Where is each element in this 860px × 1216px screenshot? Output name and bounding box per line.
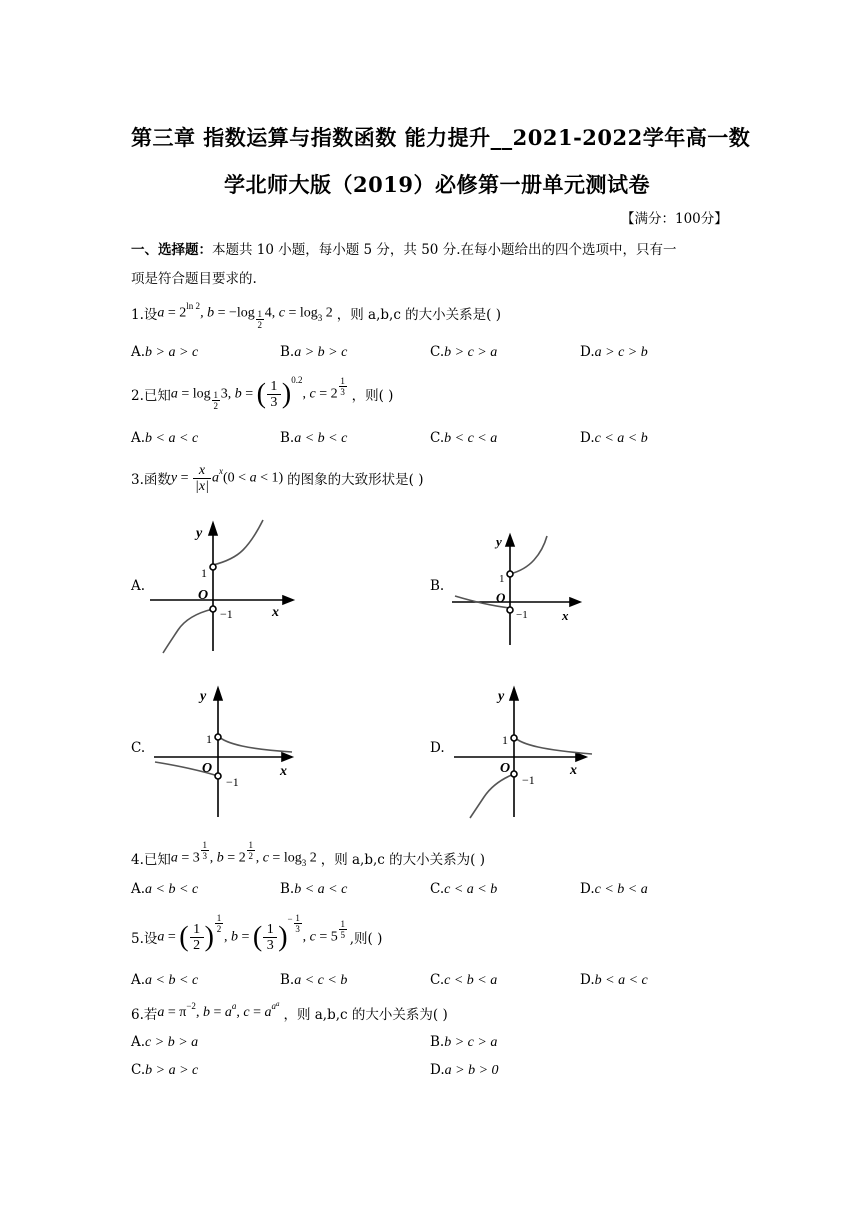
one-label: 1: [206, 732, 212, 746]
q6-tail: ，则 a,b,c 的大小关系为( ): [283, 1007, 448, 1023]
q1-option-a[interactable]: A.b > a > c: [131, 344, 199, 360]
q2-option-a[interactable]: A.b < a < c: [131, 430, 199, 446]
open-point-neg1: [511, 771, 517, 777]
one-label: 1: [201, 566, 207, 580]
q6-option-d[interactable]: D.a > b > 0: [430, 1062, 499, 1078]
q3-tail: 的图象的大致形状是( ): [287, 472, 424, 488]
y-label: y: [196, 526, 203, 541]
open-point-1: [210, 564, 216, 570]
origin-label: O: [202, 761, 213, 776]
open-point-neg1: [210, 606, 216, 612]
q2-tail: ，则( ): [351, 388, 394, 404]
open-point-1: [507, 571, 513, 577]
y-axis-arrow: [209, 523, 217, 535]
neg-one-label: −1: [220, 607, 233, 621]
graph-b[interactable]: [450, 530, 585, 650]
graph-a[interactable]: [148, 515, 298, 655]
q5-number: 5.设: [131, 931, 158, 947]
graph-a-label[interactable]: A.: [131, 578, 146, 594]
neg-one-label: −1: [516, 609, 528, 621]
q5-option-c[interactable]: C.c < b < a: [430, 972, 498, 988]
x-axis-arrow: [570, 598, 580, 606]
q3-formula: y = $\frac{x}{|x|}$ $a^x(0 < a < 1)$: [170, 462, 284, 494]
y-label: y: [200, 689, 207, 704]
curve-upper: [514, 737, 592, 754]
section-label: 一、选择题：: [131, 242, 212, 258]
q1-tail: ，则 a,b,c 的大小关系是( ): [336, 307, 502, 323]
x-label: x: [280, 764, 287, 779]
score-label: 【满分：100分】: [621, 211, 728, 227]
q2-number: 2.已知: [131, 388, 171, 404]
q2-option-c[interactable]: C.b < c < a: [430, 430, 498, 446]
origin-label: O: [198, 588, 209, 603]
q6-number: 6.若: [131, 1007, 158, 1023]
x-label: x: [570, 763, 577, 778]
open-point-1: [511, 735, 517, 741]
section-text-2: 项是符合题目要求的.: [131, 271, 257, 287]
y-axis-arrow: [214, 688, 222, 700]
q4-tail: ，则 a,b,c 的大小关系为( ): [320, 852, 485, 868]
q4-number: 4.已知: [131, 852, 171, 868]
question-4: [131, 839, 485, 873]
question-5: [131, 912, 382, 962]
section-heading: [131, 238, 676, 258]
x-axis-arrow: [283, 596, 293, 604]
q6-option-a[interactable]: A.c > b > a: [131, 1034, 199, 1050]
open-point-neg1: [507, 607, 513, 613]
graph-d-label[interactable]: D.: [430, 740, 445, 756]
y-axis-arrow: [510, 688, 518, 700]
q3-number: 3.函数: [131, 472, 171, 488]
q2-formula: a = log $\frac{1}{2}$ 3, b = ( $\frac{1}{3}$ )$^{0.2}$, c = 2 $\frac{1}{3}$: [170, 375, 345, 411]
q4-option-b[interactable]: B.b < a < c: [280, 881, 348, 897]
q2-option-b[interactable]: B.a < b < c: [280, 430, 348, 446]
y-label: y: [498, 689, 505, 704]
q4-option-d[interactable]: D.c < b < a: [580, 881, 648, 897]
y-axis-arrow: [506, 535, 514, 546]
q2-option-d[interactable]: D.c < a < b: [580, 430, 648, 446]
one-label: 1: [499, 573, 505, 585]
q1-option-b[interactable]: B.a > b > c: [280, 344, 348, 360]
curve-upper: [510, 536, 547, 574]
question-2: [131, 372, 393, 416]
question-1: [131, 298, 501, 328]
q1-option-c[interactable]: C.b > c > a: [430, 344, 498, 360]
one-label: 1: [502, 733, 508, 747]
q1-formula: $a = 2^{ln 2}$, b = −log $\frac{1}{2}$ 4, $c = \log_3 2$: [157, 301, 333, 330]
neg-one-label: −1: [226, 775, 239, 789]
q5-option-b[interactable]: B.a < c < b: [280, 972, 348, 988]
q5-option-d[interactable]: D.b < a < c: [580, 972, 648, 988]
q6-option-b[interactable]: B.b > c > a: [430, 1034, 498, 1050]
curve-upper: [218, 736, 292, 752]
q5-formula: a = ( $\frac{1}{2}$ ) $\frac{1}{2}$ , b = ( $\frac{1}{3}$ )− $\frac{1}{3}$ , c = 5 $\frac{1}{5}$: [157, 912, 345, 953]
q1-number: 1.设: [131, 307, 158, 323]
section-text-1: 本题共 10 小题，每小题 5 分，共 50 分.在每小题给出的四个选项中，只有一: [212, 242, 677, 258]
open-point-neg1: [215, 773, 221, 779]
curve-lower: [163, 609, 213, 653]
graph-d[interactable]: [452, 682, 602, 822]
origin-label: O: [496, 590, 506, 605]
q4-option-a[interactable]: A.a < b < c: [131, 881, 199, 897]
graph-c-label[interactable]: C.: [131, 740, 146, 756]
curve-lower: [470, 774, 514, 818]
x-label: x: [562, 608, 569, 623]
q1-option-d[interactable]: D.a > c > b: [580, 344, 648, 360]
origin-label: O: [500, 761, 511, 776]
q6-formula: $a = \pi^{-2}$, $b = a^a$, $c = a^{a^a}$: [157, 1000, 280, 1020]
x-axis-arrow: [576, 753, 586, 761]
y-label: y: [496, 534, 502, 549]
question-3: [131, 458, 423, 498]
q5-tail: ,则( ): [349, 931, 383, 947]
page-title-line-1: 第三章 指数运算与指数函数 能力提升__2021-2022学年高一数: [131, 125, 751, 150]
x-label: x: [272, 605, 279, 620]
q5-option-a[interactable]: A.a < b < c: [131, 972, 199, 988]
x-axis-arrow: [282, 753, 292, 761]
q4-formula: a = 3 $\frac{1}{3}$ , b = 2 $\frac{1}{2}$ , $c = \log_3 2$: [170, 839, 317, 869]
q6-option-c[interactable]: C.b > a > c: [131, 1062, 199, 1078]
page-title-line-2: 学北师大版（2019）必修第一册单元测试卷: [224, 172, 650, 197]
graph-b-label[interactable]: B.: [430, 578, 445, 594]
neg-one-label: −1: [522, 773, 535, 787]
question-6: [131, 1000, 448, 1026]
curve-upper: [213, 520, 263, 565]
q4-option-c[interactable]: C.c < a < b: [430, 881, 498, 897]
graph-c[interactable]: [152, 680, 302, 820]
open-point-1: [215, 734, 221, 740]
